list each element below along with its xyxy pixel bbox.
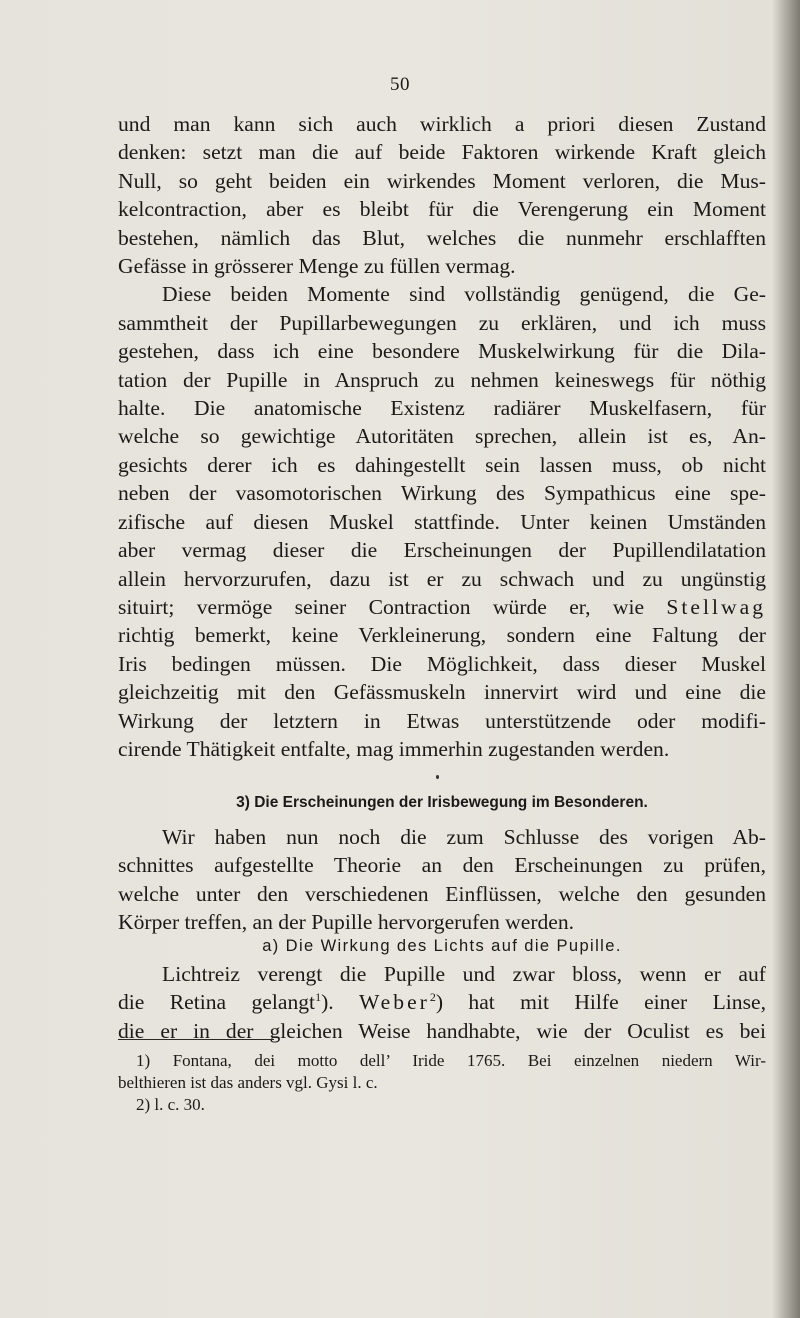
footnote-1-continued: belthieren ist das anders vgl. Gysi l. c. (118, 1073, 378, 1092)
text-line: Wir haben nun noch die zum Schlusse des vorigen Ab- (162, 825, 766, 849)
text-line: Null, so geht beiden ein wirkendes Moment verloren, die Mus- (118, 168, 766, 193)
footnote-divider (118, 1039, 274, 1040)
text-line: und man kann sich auch wirklich a priori diesen Zustand (118, 112, 766, 136)
text-line: Iris bedingen müssen. Die Möglichkeit, dass dieser Muskel (118, 651, 766, 676)
paragraph-3 (118, 823, 766, 937)
text-line: allein hervorzurufen, dazu ist er zu schwach und zu ungünstig (118, 566, 766, 591)
footnotes (118, 1050, 766, 1116)
text-line: welche unter den verschiedenen Einflüssen, welche den gesunden (118, 881, 766, 906)
main-text (118, 110, 766, 763)
text-fragment: ) hat mit Hilfe einer Linse, (435, 990, 766, 1015)
text-line: halte. Die anatomische Existenz radiärer Muskelfasern, für (118, 396, 766, 421)
footnote-1: 1) Fontana, dei motto dell’ Iride 1765. Bei einzelnen niedern Wir- (136, 1051, 766, 1070)
print-speck (436, 775, 439, 779)
text-line: gleichzeitig mit den Gefässmuskeln innervirt wird und eine die (118, 680, 766, 705)
text-line: gesichts derer ich es dahingestellt sein lassen muss, ob nicht (118, 452, 766, 477)
subsection-heading: a) Die Wirkung des Lichts auf die Pupille. (262, 937, 622, 955)
text-line: neben der vasomotorischen Wirkung des Sympathicus eine spe- (118, 481, 766, 506)
text-line: Körper treffen, an der Pupille hervorgerufen werden. (118, 910, 575, 935)
text-line: bestehen, nämlich das Blut, welches die nunmehr erschlafften (118, 225, 766, 250)
text-fragment: die Retina gelangt (118, 990, 316, 1015)
text-line: tation der Pupille in Anspruch zu nehmen keineswegs für nöthig (118, 367, 766, 392)
author-name-weber: Weber (359, 990, 430, 1015)
page-number: 50 (390, 74, 410, 95)
text-fragment: situirt; vermöge seiner Contraction würde er, wie (118, 594, 667, 619)
footnote-ref-2[interactable]: 2 (429, 990, 436, 1005)
footnote-2: 2) l. c. 30. (136, 1095, 205, 1114)
footnote-ref-1[interactable]: 1 (315, 990, 322, 1005)
text-line: sammtheit der Pupillarbewegungen zu erklären, und ich muss (118, 310, 766, 335)
text-line: die er in der gleichen Weise handhabte, wie der Oculist es bei (118, 1018, 766, 1043)
text-line: Diese beiden Momente sind vollständig genügend, die Ge- (162, 282, 766, 307)
paragraph-2 (118, 280, 766, 763)
section-heading: 3) Die Erscheinungen der Irisbewegung im Besonderen. (236, 794, 648, 811)
paragraph-4 (118, 960, 766, 1045)
text-line: aber vermag dieser die Erscheinungen der Pupillendilatation (118, 538, 766, 563)
page-edge-shadow (772, 0, 800, 1318)
text-line: schnittes aufgestellte Theorie an den Erscheinungen zu prüfen, (118, 853, 766, 878)
text-line: zifische auf diesen Muskel stattfinde. Unter keinen Umständen (118, 509, 766, 534)
text-line-stellwag (118, 593, 766, 621)
text-line-weber (118, 988, 766, 1016)
paragraph-1 (118, 110, 766, 280)
text-line: denken: setzt man die auf beide Faktoren wirkende Kraft gleich (118, 140, 766, 165)
author-name-stellwag: Stellwag (666, 594, 766, 619)
text-fragment: ). (321, 990, 360, 1015)
text-line: Wirkung der letztern in Etwas unterstützende oder modifi- (118, 708, 766, 733)
text-line: richtig bemerkt, keine Verkleinerung, sondern eine Faltung der (118, 623, 766, 648)
text-line: gestehen, dass ich eine besondere Muskelwirkung für die Dila- (118, 339, 766, 364)
text-line: welche so gewichtige Autoritäten sprechen, allein ist es, An- (118, 424, 766, 449)
text-line: kelcontraction, aber es bleibt für die Verengerung ein Moment (118, 197, 766, 222)
text-line: Lichtreiz verengt die Pupille und zwar bloss, wenn er auf (162, 962, 766, 986)
text-line: Gefässe in grösserer Menge zu füllen vermag. (118, 254, 516, 279)
text-line: cirende Thätigkeit entfalte, mag immerhin zugestanden werden. (118, 736, 670, 761)
